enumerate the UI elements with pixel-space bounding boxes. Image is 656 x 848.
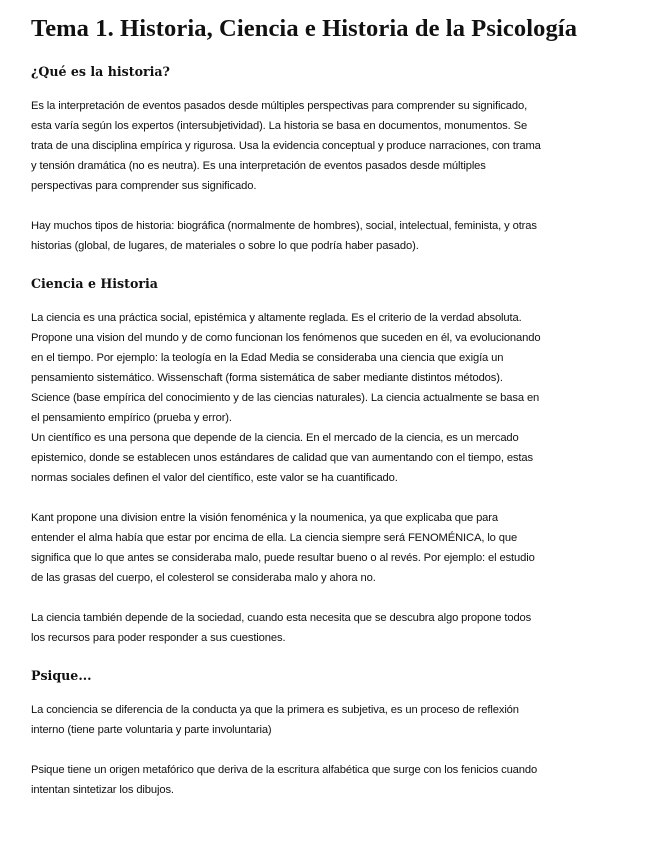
section-ciencia-e-historia xyxy=(31,275,625,648)
paragraph xyxy=(31,508,625,588)
text-line: La conciencia se diferencia de la conducta ya que la primera es subjetiva, es un proceso de reflexión xyxy=(31,704,519,716)
section-psique xyxy=(31,667,625,800)
paragraph xyxy=(31,608,625,648)
text-line: Kant propone una division entre la visión fenoménica y la noumenica, ya que explicaba que para xyxy=(31,512,498,524)
text-line: intentan sintetizar los dibujos. xyxy=(31,784,174,796)
text-line: Science (base empírica del conocimiento y de las ciencias naturales). La ciencia actualmente se basa en xyxy=(31,392,540,404)
paragraph xyxy=(31,96,625,196)
section-heading: Psique... xyxy=(31,668,92,683)
text-line: significa que lo que antes se consideraba malo, puede resultar bueno o al revés. Por ejemplo: el estudio xyxy=(31,552,535,564)
text-line: perspectivas para comprender sus significado. xyxy=(31,180,257,192)
text-line: La ciencia también depende de la sociedad, cuando esta necesita que se descubra algo propone todos xyxy=(31,612,532,624)
section-heading: Ciencia e Historia xyxy=(31,276,158,291)
document-title: Tema 1. Historia, Ciencia e Historia de la Psicología xyxy=(31,15,578,42)
text-line: los recursos para poder responder a sus cuestiones. xyxy=(31,632,286,644)
paragraph xyxy=(31,216,625,256)
paragraph xyxy=(31,308,625,488)
text-line: trata de una disciplina empírica y rigurosa. Usa la evidencia conceptual y produce narraciones, con trama xyxy=(31,140,541,152)
text-line: epistemico, donde se establecen unos estándares de calidad que van aumentando con el tiempo, estas xyxy=(31,452,533,464)
text-line: Un científico es una persona que depende de la ciencia. En el mercado de la ciencia, es un mercado xyxy=(31,432,519,444)
section-que-es-la-historia xyxy=(31,63,625,256)
text-line: en el tiempo. Por ejemplo: la teología en la Edad Media se consideraba una ciencia que exigía un xyxy=(31,352,504,364)
text-line: esta varía según los expertos (intersubjetividad). La historia se basa en documentos, monumentos. Se xyxy=(31,120,528,132)
paragraph xyxy=(31,700,625,740)
text-line: interno (tiene parte voluntaria y parte involuntaria) xyxy=(31,724,272,736)
text-line: normas sociales definen el valor del científico, este valor se ha cuantificado. xyxy=(31,472,398,484)
text-line: y tensión dramática (no es neutra). Es una interpretación de eventos pasados desde múltiples xyxy=(31,160,486,172)
text-line: pensamiento sistemático. Wissenschaft (forma sistemática de saber mediante distintos métodos). xyxy=(31,372,503,384)
text-line: La ciencia es una práctica social, epistémica y altamente reglada. Es el criterio de la verdad absoluta. xyxy=(31,312,522,324)
text-line: Es la interpretación de eventos pasados desde múltiples perspectivas para comprender su significado, xyxy=(31,100,528,112)
text-line: Hay muchos tipos de historia: biográfica (normalmente de hombres), social, intelectual, feminista, y otras xyxy=(31,220,537,232)
text-line: entender el alma había que estar por encima de ella. La ciencia siempre será FENOMÉNICA, lo que xyxy=(31,532,518,544)
document-page xyxy=(31,14,625,800)
paragraph xyxy=(31,760,625,800)
text-line: el pensamiento empírico (prueba y error). xyxy=(31,412,232,424)
text-line: Propone una vision del mundo y de como funcionan los fenómenos que suceden en él, va evolucionando xyxy=(31,332,541,344)
text-line: de las grasas del cuerpo, el colesterol se consideraba malo y ahora no. xyxy=(31,572,376,584)
text-line: Psique tiene un origen metafórico que deriva de la escritura alfabética que surge con los fenicios cuando xyxy=(31,764,538,776)
section-heading: ¿Qué es la historia? xyxy=(31,64,170,79)
text-line: historias (global, de lugares, de materiales o sobre lo que podría haber pasado). xyxy=(31,240,419,252)
